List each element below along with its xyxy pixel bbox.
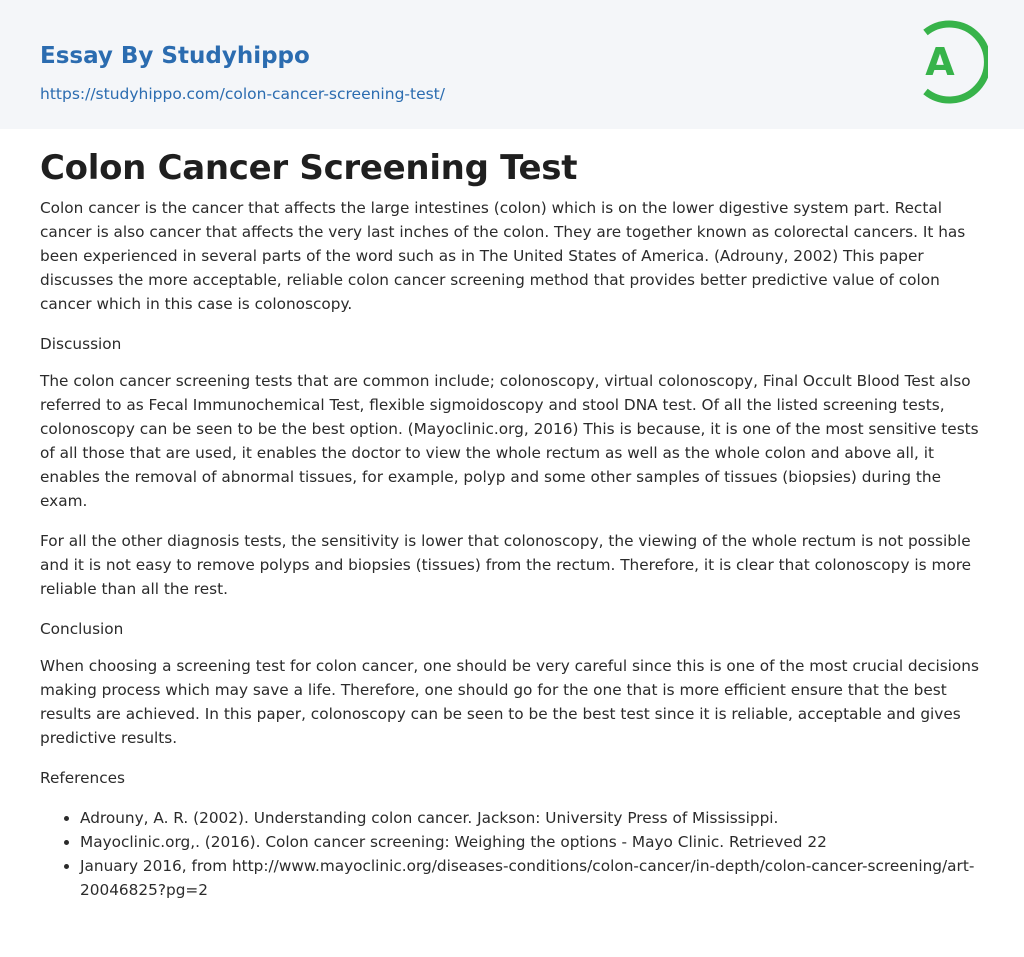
references-heading: References [40,769,125,787]
references-list [40,806,984,902]
essay-title: Colon Cancer Screening Test [40,148,578,188]
discussion-paragraph-2: For all the other diagnosis tests, the sensitivity is lower that colonoscopy, the viewing of the whole rectum is not possible and it is not easy to remove polyps and biopsies (tissues) from the rectum. Therefore, it is clear that colonoscopy is more reliable than all the rest. [40,532,972,598]
brand-title[interactable]: Essay By Studyhippo [40,43,310,69]
discussion-heading: Discussion [40,335,122,353]
logo-letter: A [925,40,955,84]
conclusion-paragraph: When choosing a screening test for colon cancer, one should be very careful since this is one of the most crucial decisions making process which may save a life. Therefore, one should go for the one that is more efficient ensure that the best results are achieved. In this paper, colonoscopy can be seen to be the best test since it is reliable, acceptable and gives predictive results. [40,657,979,747]
conclusion-heading: Conclusion [40,620,124,638]
intro-paragraph: Colon cancer is the cancer that affects the large intestines (colon) which is on the lower digestive system part. Rectal cancer is also cancer that affects the very last inches of the colon. They are together known as colorectal cancers. It has been experienced in several parts of the word such as in The United States of America. (Adrouny, 2002) This paper discusses the more acceptable, reliable colon cancer screening method that provides better predictive value of colon cancer which in this case is colonoscopy. [40,199,966,313]
discussion-paragraph-1: The colon cancer screening tests that are common include; colonoscopy, virtual colonoscopy, Final Occult Blood Test also referred to as Fecal Immunochemical Test, flexible sigmoidoscopy and stool DNA test. Of all the listed screening tests, colonoscopy can be seen to be the best option. (Mayoclinic.org, 2016) This is because, it is one of the most sensitive tests of all those that are used, it enables the doctor to view the whole rectum as well as the whole colon and above all, it enables the removal of abnormal tissues, for example, polyp and some other samples of tissues (biopsies) during the exam. [40,372,979,510]
essay-url-link[interactable]: https://studyhippo.com/colon-cancer-screening-test/ [40,85,445,103]
studyhippo-logo-icon[interactable] [912,18,988,106]
essay-content [40,146,984,902]
reference-item: Mayoclinic.org,. (2016). Colon cancer screening: Weighing the options - Mayo Clinic. Retrieved 22 [80,830,984,854]
reference-item: Adrouny, A. R. (2002). Understanding colon cancer. Jackson: University Press of Mississippi. [80,806,984,830]
reference-item: January 2016, from http://www.mayoclinic.org/diseases-conditions/colon-cancer/in-depth/colon-cancer-screening/art-20046825?pg=2 [80,854,984,902]
site-header [0,0,1024,129]
